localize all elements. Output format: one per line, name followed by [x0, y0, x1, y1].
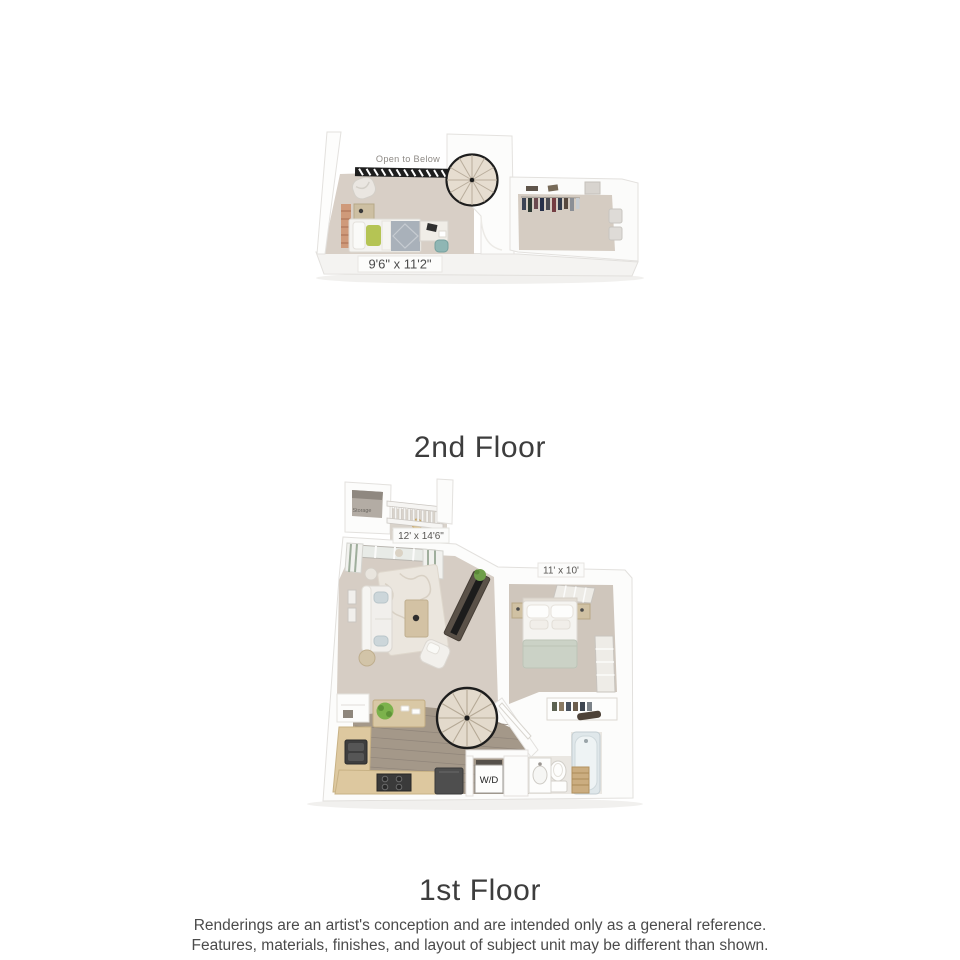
- washer-dryer-label: W/D: [479, 775, 499, 786]
- entry-alcove: [337, 694, 369, 722]
- kitchen-island: [373, 700, 425, 727]
- coffee-table: [405, 600, 428, 637]
- disclaimer-line-2: Features, materials, finishes, and layout of subject unit may be different than shown.: [191, 936, 769, 954]
- floor-plan-1st: [295, 460, 655, 820]
- bedroom-window-right: [595, 636, 615, 692]
- nightstand-loft: [354, 204, 374, 219]
- floor-plan-2nd: [300, 118, 660, 303]
- floor-2-title: 2nd Floor: [413, 430, 547, 464]
- kitchen-sink: [345, 740, 367, 764]
- disclaimer: [0, 916, 960, 956]
- side-table: [359, 650, 375, 666]
- floor-lamp: [365, 568, 377, 580]
- spiral-staircase-lower: [437, 688, 497, 748]
- towel-basket: [572, 767, 589, 793]
- balcony-pillar: [437, 479, 453, 524]
- bedroom-dimension-label: 11' x 10': [543, 565, 579, 577]
- loft-railing: [355, 167, 454, 178]
- bedroom-closet: [547, 698, 617, 721]
- sofa: [362, 586, 392, 652]
- living-dimension-plaque: [393, 528, 449, 543]
- floor-1-title: 1st Floor: [418, 873, 542, 907]
- stove: [377, 774, 411, 791]
- bed-loft: [349, 219, 421, 252]
- bedroom-dimension-plaque: [538, 563, 584, 577]
- floor-plan-2nd-rendering: [300, 118, 660, 303]
- loft-dimension-label: 9'6" x 11'2": [368, 256, 432, 272]
- disclaimer-line-1: Renderings are an artist's conception and are intended only as a general reference.: [193, 916, 767, 934]
- sink-vanity: [529, 758, 551, 793]
- floor-plan-1st-rendering: [295, 460, 655, 820]
- spiral-staircase-upper: [447, 155, 498, 206]
- island-plant: [377, 703, 394, 720]
- bed: [523, 598, 577, 668]
- storage-label: Storage: [352, 508, 372, 514]
- open-to-below-label: Open to Below: [375, 154, 441, 164]
- laundry-closet: [466, 750, 528, 796]
- toilet: [550, 761, 567, 792]
- storage-closet: [345, 482, 391, 534]
- living-dimension-label: 12' x 14'6": [398, 531, 444, 542]
- loft-dimension-plaque: [358, 256, 442, 272]
